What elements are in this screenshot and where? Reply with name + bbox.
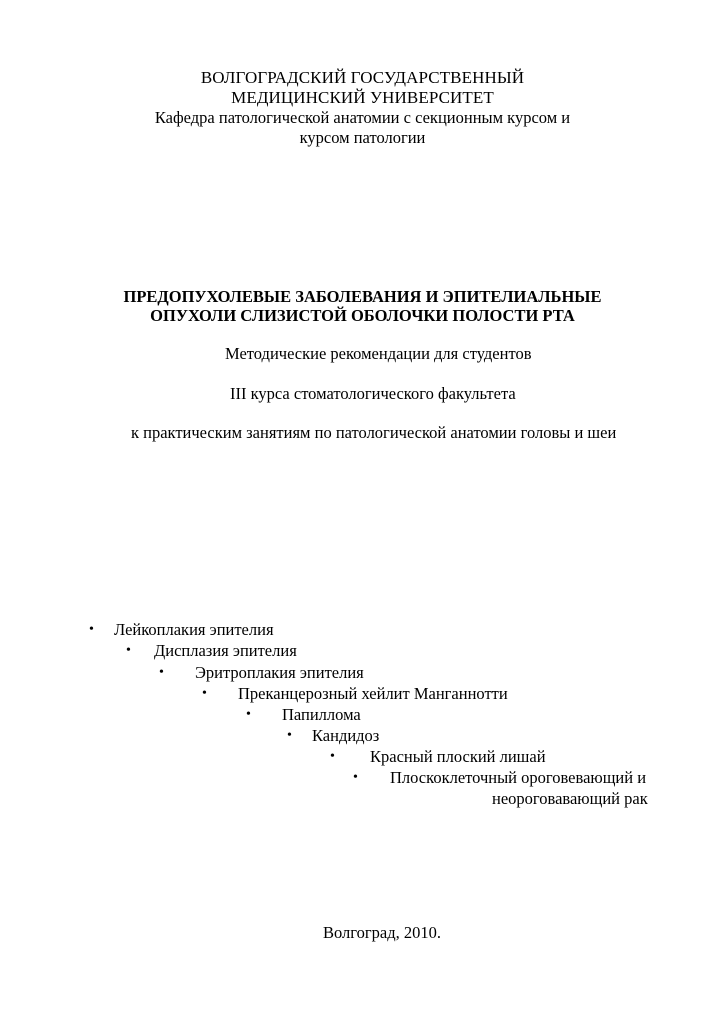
bullet-icon: •: [287, 728, 292, 743]
list-item: [0, 726, 725, 746]
bullet-icon: •: [202, 686, 207, 701]
bullet-icon: •: [89, 622, 94, 637]
university-name-line2: МЕДИЦИНСКИЙ УНИВЕРСИТЕТ: [231, 88, 494, 107]
list-item: [0, 768, 725, 788]
list-item-label: Папиллома: [282, 705, 361, 724]
list-item-label: Кандидоз: [312, 726, 380, 745]
subtitle-line2: III курса стоматологического факультета: [230, 384, 516, 403]
title-line2: ОПУХОЛИ СЛИЗИСТОЙ ОБОЛОЧКИ ПОЛОСТИ РТА: [150, 306, 575, 325]
department-line1: Кафедра патологической анатомии с секционным курсом и: [154, 108, 571, 127]
list-item-label: Преканцерозный хейлит Манганнотти: [238, 684, 508, 703]
university-name-line1: ВОЛГОГРАДСКИЙ ГОСУДАРСТВЕННЫЙ: [200, 68, 525, 87]
place-and-year: Волгоград, 2010.: [323, 923, 441, 942]
list-item-label: Красный плоский лишай: [370, 747, 546, 766]
list-item: [0, 747, 725, 767]
list-item: [0, 705, 725, 725]
list-item: [0, 620, 725, 640]
bullet-icon: •: [330, 749, 335, 764]
list-item: [0, 641, 725, 661]
subtitle-line3: к практическим занятиям по патологической анатомии головы и шеи: [131, 423, 617, 442]
bullet-icon: •: [126, 643, 131, 658]
department-line2: курсом патологии: [299, 128, 426, 147]
list-item-label: Плоскоклеточный ороговевающий и: [390, 768, 647, 787]
list-item-continuation: неороговавающий рак: [492, 789, 648, 808]
list-item: [0, 684, 725, 704]
subtitle-line1: Методические рекомендации для студентов: [225, 344, 532, 363]
bullet-icon: •: [246, 707, 251, 722]
title-line1: ПРЕДОПУХОЛЕВЫЕ ЗАБОЛЕВАНИЯ И ЭПИТЕЛИАЛЬНЫЕ: [123, 287, 602, 306]
bullet-icon: •: [159, 665, 164, 680]
bullet-icon: •: [353, 770, 358, 785]
list-item-label: Эритроплакия эпителия: [195, 663, 364, 682]
list-item: [0, 663, 725, 683]
list-item-label: Лейкоплакия эпителия: [114, 620, 274, 639]
list-item-label: Дисплазия эпителия: [154, 641, 297, 660]
